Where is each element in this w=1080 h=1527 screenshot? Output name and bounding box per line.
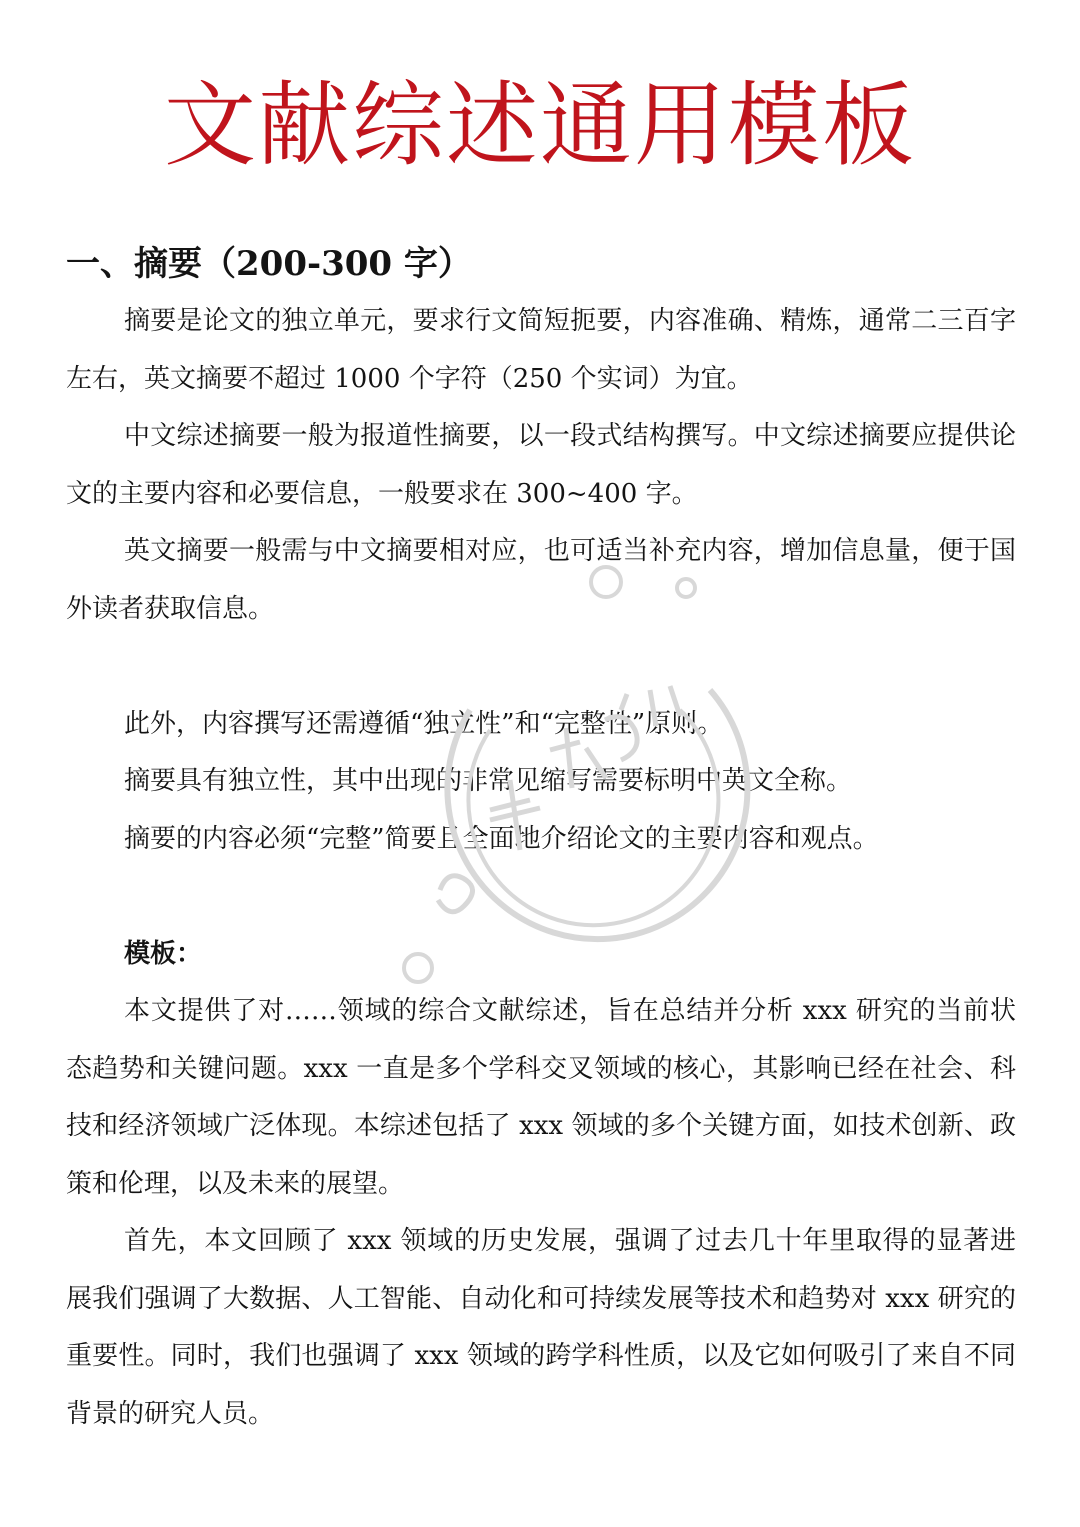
section-heading-abstract: 一、摘要（200-300 字） bbox=[66, 244, 472, 284]
paragraph-abstract-definition: 摘要是论文的独立单元，要求行文简短扼要，内容准确、精炼，通常二三百字左右，英文摘要不超过 1000 个字符（250 个实词）为宜。 bbox=[66, 306, 1016, 394]
paragraph-english-abstract: 英文摘要一般需与中文摘要相对应，也可适当补充内容，增加信息量，便于国外读者获取信息。 bbox=[66, 536, 1016, 624]
paragraph-independence: 摘要具有独立性，其中出现的非常见缩写需要标明中英文全称。 bbox=[124, 766, 853, 796]
paragraph-chinese-abstract: 中文综述摘要一般为报道性摘要，以一段式结构撰写。中文综述摘要应提供论文的主要内容和必要信息，一般要求在 300~400 字。 bbox=[66, 421, 1016, 509]
spacer bbox=[66, 638, 1016, 696]
document-title: 文献综述通用模板 bbox=[163, 72, 916, 179]
spacer bbox=[66, 868, 1016, 926]
paragraph-template-intro: 本文提供了对……领域的综合文献综述，旨在总结并分析 xxx 研究的当前状态趋势和关键问题。xxx 一直是多个学科交叉领域的核心，其影响已经在社会、科技和经济领域广泛体现。本综述包括了 xxx 领域的多个关键方面，如技术创新、政策和伦理，以及未来的展望。 bbox=[66, 996, 1016, 1199]
document-body bbox=[66, 293, 1016, 1443]
template-label: 模板： bbox=[124, 938, 203, 969]
paragraph-completeness: 摘要的内容必须“完整”简要且全面地介绍论文的主要内容和观点。 bbox=[124, 823, 879, 854]
paragraph-principles: 此外，内容撰写还需遵循“独立性”和“完整性”原则。 bbox=[124, 708, 724, 739]
paragraph-template-history: 首先，本文回顾了 xxx 领域的历史发展，强调了过去几十年里取得的显著进展我们强调了大数据、人工智能、自动化和可持续发展等技术和趋势对 xxx 研究的重要性。同时，我们也强调了 xxx 领域的跨学科性质，以及它如何吸引了来自不同背景的研究人员。 bbox=[66, 1226, 1016, 1429]
